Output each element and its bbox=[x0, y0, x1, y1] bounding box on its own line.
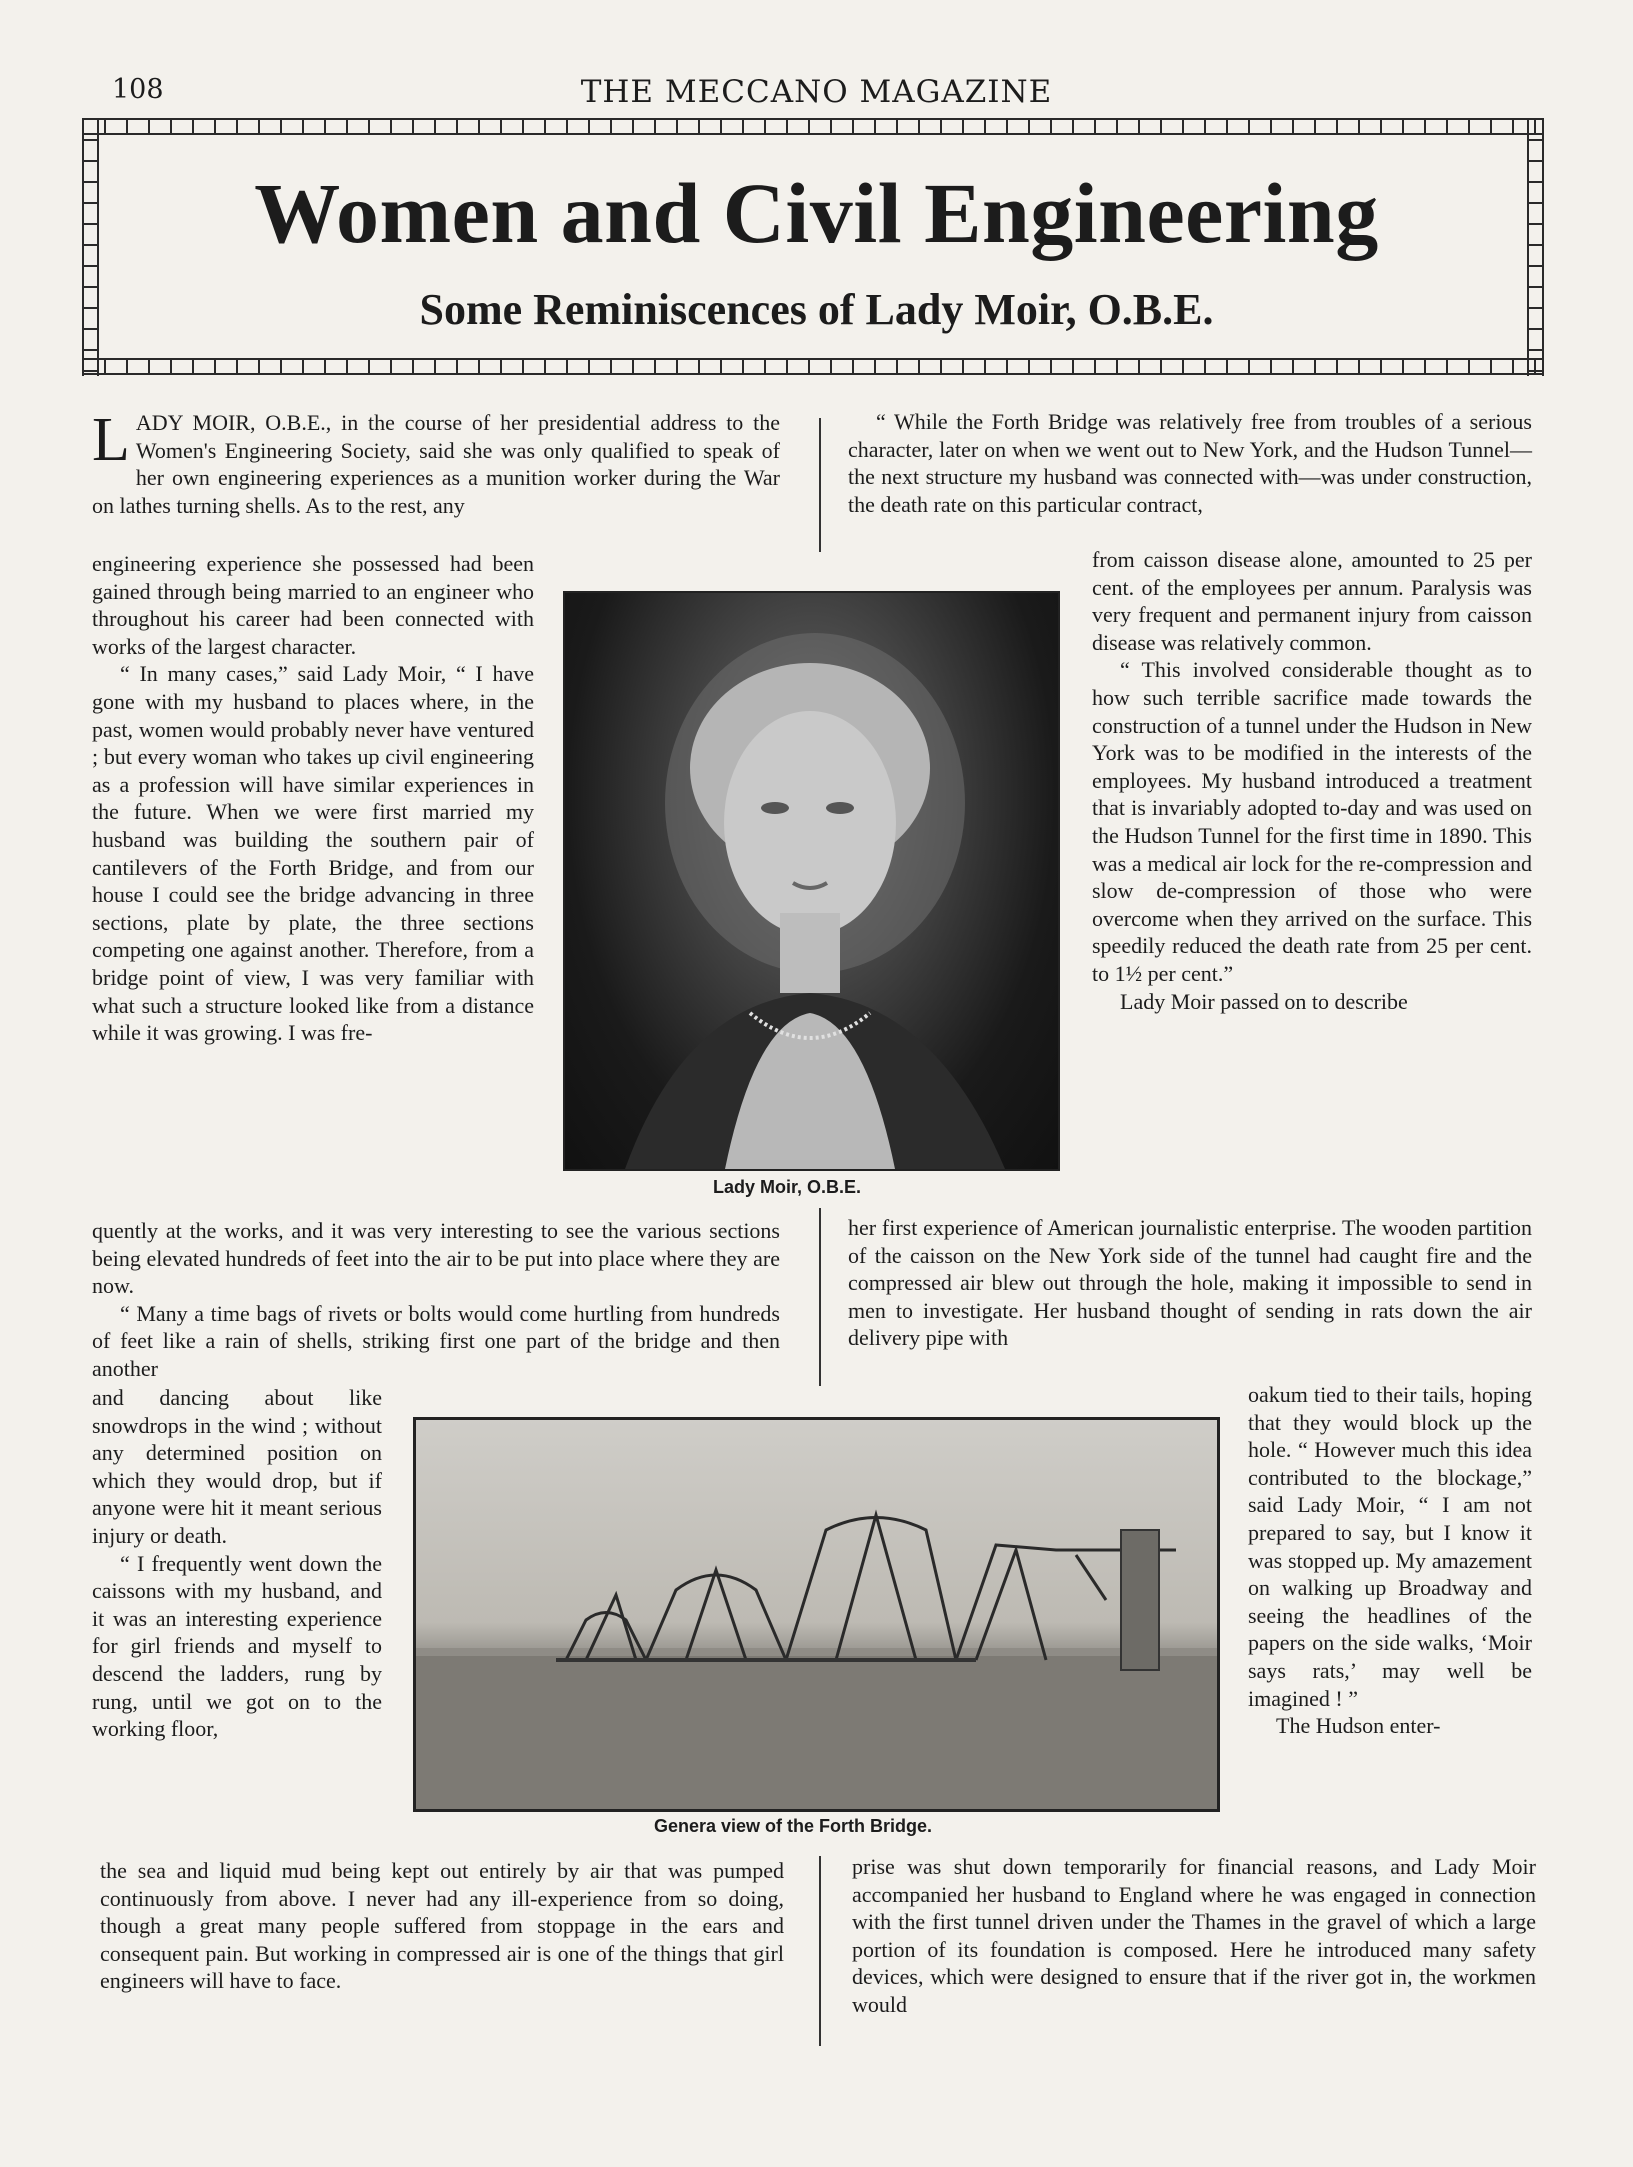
paragraph: “ Many a time bags of rivets or bolts would come hurtling from hundreds of feet like a rain of shells, striking first one part of the bridge and then another bbox=[92, 1300, 780, 1381]
paragraph: Lady Moir passed on to describe bbox=[1120, 988, 1408, 1014]
bridge-photo bbox=[413, 1417, 1220, 1812]
portrait-illustration bbox=[565, 593, 1058, 1169]
paragraph: “ I frequently went down the caissons with my husband, and it was an interesting experience for girl friends and myself to descend the ladders, rung by rung, until we got on to the working floor, bbox=[92, 1550, 382, 1742]
title-frame-top bbox=[82, 118, 1544, 135]
col1-middle bbox=[92, 1217, 780, 1383]
col1-bottom bbox=[100, 1857, 784, 1995]
magazine-title: THE MECCANO MAGAZINE bbox=[580, 74, 1053, 110]
portrait-photo bbox=[563, 591, 1060, 1171]
paragraph: from caisson disease alone, amounted to 25 per cent. of the employees per annum. Paralysis was very frequent and permanent injury from caisson disease was relatively common. bbox=[1092, 547, 1532, 655]
col2-middle bbox=[848, 1214, 1532, 1352]
paragraph: “ This involved considerable thought as to how such terrible sacrifice made towards the construction of a tunnel under the Hudson in New York was to be modified in the interests of the employees. My husband introduced a treatment that is invariably adopted to-day and was used on the Hudson Tunnel for the first time in 1890. This was a medical air lock for the re-compression and slow de-compression of those who were overcome when they arrived on the surface. This speedily reduced the death rate from 25 per cent. to 1½ per cent.” bbox=[1092, 657, 1532, 986]
paragraph: and dancing about like snowdrops in the wind ; without any determined position on which they would drop, but if anyone were hit it meant serious injury or death. bbox=[92, 1385, 382, 1548]
portrait-caption: Lady Moir, O.B.E. bbox=[713, 1177, 862, 1197]
col1-beside-bridge bbox=[92, 1384, 382, 1743]
paragraph: oakum tied to their tails, hoping that they would block up the hole. “ However much this idea contributed to the blockage,” said Lady Moir, “ I am not prepared to say, but I know it was stopped up. My amazement on walking up Broadway and seeing the headlines of the papers on the side walks, ‘Moir says rats,’ may well be imagined ! ” bbox=[1248, 1382, 1532, 1711]
paragraph: the sea and liquid mud being kept out entirely by air that was pumped continuously from above. I never had any ill-experience from so doing, though a great many people suffered from stoppage in the ears and consequent pain. But working in compressed air is one of the things that girl engineers will have to face. bbox=[100, 1858, 784, 1994]
column-rule bbox=[819, 418, 821, 552]
col2-bottom bbox=[852, 1853, 1536, 2019]
forth-bridge-illustration bbox=[416, 1420, 1217, 1809]
drop-cap: L bbox=[92, 406, 130, 474]
title-frame-bottom bbox=[82, 358, 1544, 375]
paragraph: The Hudson enter- bbox=[1276, 1713, 1441, 1739]
col2-beside-bridge bbox=[1248, 1381, 1532, 1740]
col1-intro bbox=[92, 406, 780, 519]
bridge-caption: Genera view of the Forth Bridge. bbox=[654, 1816, 933, 1836]
col2-beside-portrait bbox=[1092, 546, 1532, 1015]
paragraph: quently at the works, and it was very interesting to see the various sections being elevated hundreds of feet into the air to be put into place where they are now. bbox=[92, 1218, 780, 1299]
col1-beside-portrait bbox=[92, 550, 534, 1047]
column-rule bbox=[819, 1856, 821, 2046]
article-subtitle: Some Reminiscences of Lady Moir, O.B.E. bbox=[419, 285, 1214, 334]
paragraph: “ While the Forth Bridge was relatively free from troubles of a serious character, later on when we went out to New York, and the Hudson Tunnel—the next structure my husband was connected with—was under construction, the death rate on this particular contract, bbox=[848, 409, 1532, 517]
page-number: 108 bbox=[112, 74, 164, 105]
column-rule bbox=[819, 1208, 821, 1386]
paragraph: engineering experience she possessed had been gained through being married to an engineer who throughout his career had been connected with works of the largest character. bbox=[92, 551, 534, 659]
paragraph: “ In many cases,” said Lady Moir, “ I have gone with my husband to places where, in the past, women would probably never have ventured ; but every woman who takes up civil engineering as a profession will have similar experiences in the future. When we were first married my husband was building the southern pair of cantilevers of the Forth Bridge, and from our house I could see the bridge advancing in three sections, plate by plate, the three sections competing one against another. Therefore, from a bridge point of view, I was very familiar with what such a structure looked like from a distance while it was growing. I was fre- bbox=[92, 661, 534, 1046]
col2-top bbox=[848, 408, 1532, 518]
paragraph: prise was shut down temporarily for financial reasons, and Lady Moir accompanied her husband to England where he was engaged in connection with the first tunnel driven under the Thames in the gravel of which a large portion of its foundation is composed. Here he introduced many safety devices, which were designed to ensure that if the river got in, the workmen would bbox=[852, 1854, 1536, 2017]
paragraph: her first experience of American journalistic enterprise. The wooden partition of the caisson on the New York side of the tunnel had caught fire and the compressed air blew out through the hole, making it impossible to send in men to investigate. Her husband thought of sending in rats down the air delivery pipe with bbox=[848, 1215, 1532, 1351]
article-title: Women and Civil Engineering bbox=[254, 165, 1379, 261]
intro-paragraph: ADY MOIR, O.B.E., in the course of her presidential address to the Women's Engineering Society, said she was only qualified to speak of her own engineering experiences as a munition worker during the War on lathes turning shells. As to the rest, any bbox=[92, 410, 780, 518]
